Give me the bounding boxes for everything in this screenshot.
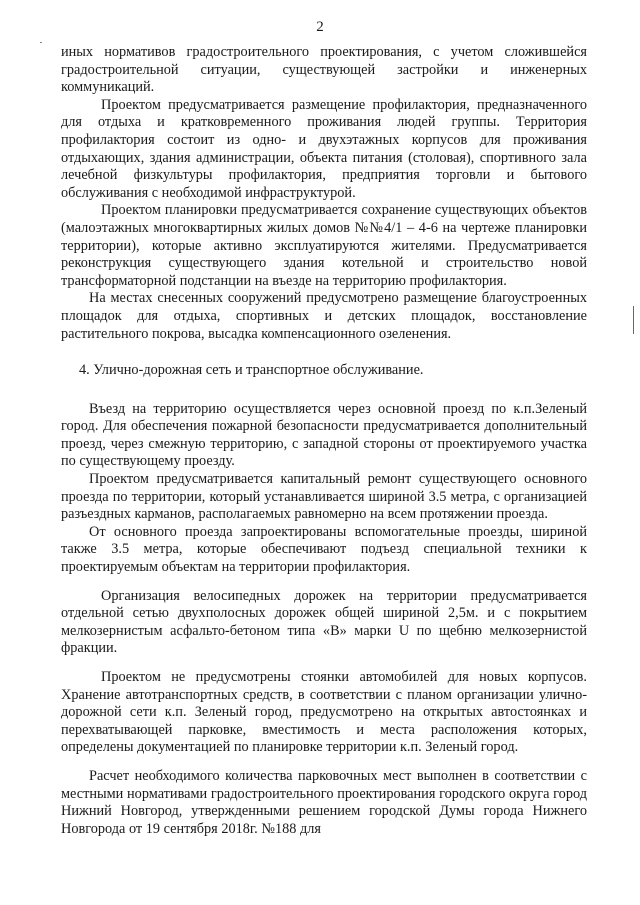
paragraph: иных нормативов градостроительного проектирования, с учетом сложившейся градостроительной ситуации, существующей застройки и инженерных коммуникаций. bbox=[61, 44, 587, 96]
paragraph: От основного проезда запроектированы вспомогательные проезды, шириной также 3.5 метра, которые обеспечивают подъезд специальной техники к проектируемым объектам на территории профилактория. bbox=[61, 523, 587, 576]
paragraph: Проектом предусматривается капитальный ремонт существующего основного проезда по территории, который устанавливается шириной 3.5 метра, с организацией разъездных карманов, располагаемых равномерно на всем протяжении проезда. bbox=[61, 471, 587, 523]
section-heading: 4. Улично-дорожная сеть и транспортное обслуживание. bbox=[79, 362, 424, 379]
scan-margin-mark bbox=[633, 306, 634, 334]
paragraph: Проектом не предусмотрены стоянки автомобилей для новых корпусов. Хранение автотранспортных средств, в соответствии с планом организации улично-дорожной сети к.п. Зеленый город, предусмотрено на открытых автостоянках и перехватывающей парковке, вместимость и места расположения которых, определены документацией по планировке территории к.п. Зеленый город. bbox=[61, 669, 587, 756]
document-body bbox=[61, 44, 587, 838]
paragraph: На местах снесенных сооружений предусмотрено размещение благоустроенных площадок для отдыха, спортивных и детских площадок, восстановление растительного покрова, высадка компенсационного озеленения. bbox=[61, 290, 587, 342]
page-number: 2 bbox=[316, 19, 324, 35]
paragraph: Организация велосипедных дорожек на территории предусматривается отдельной сетью двухполосных дорожек общей шириной 2,5м. и с покрытием мелкозернистым асфальто-бетоном типа «В» марки U по щебню мелкозернистой фракции. bbox=[61, 587, 587, 657]
paragraph: Расчет необходимого количества парковочных мест выполнен в соответствии с местными нормативами градостроительного проектирования городского округа город Нижний Новгород, утвержденными решением городской Думы города Нижнего Новгорода от 19 сентября 2018г. №188 для bbox=[61, 767, 587, 837]
scan-artifact bbox=[40, 42, 42, 43]
paragraph: Проектом предусматривается размещение профилактория, предназначенного для отдыха и кратковременного проживания людей группы. Территория профилактория состоит из одно- и двухэтажных корпусов для проживания отдыхающих, здания администрации, объекта питания (столовая), спортивного зала лечебной физкультуры профилактория, предприятия торговли и бытового обслуживания с необходимой инфраструктурой. bbox=[61, 96, 587, 201]
paragraph: Въезд на территорию осуществляется через основной проезд по к.п.Зеленый город. Для обеспечения пожарной безопасности предусматривается дополнительный проезд, через смежную территорию, с западной стороны от проектируемого участка по существующему проезду. bbox=[61, 400, 587, 470]
paragraph: Проектом планировки предусматривается сохранение существующих объектов (малоэтажных многоквартирных жилых домов №№4/1 – 4-6 на чертеже планировки территории), которые активно эксплуатируются жителями. Предусматривается реконструкция существующего здания котельной и строительство новой трансформаторной подстанции на въезде на территорию профилактория. bbox=[61, 202, 587, 289]
